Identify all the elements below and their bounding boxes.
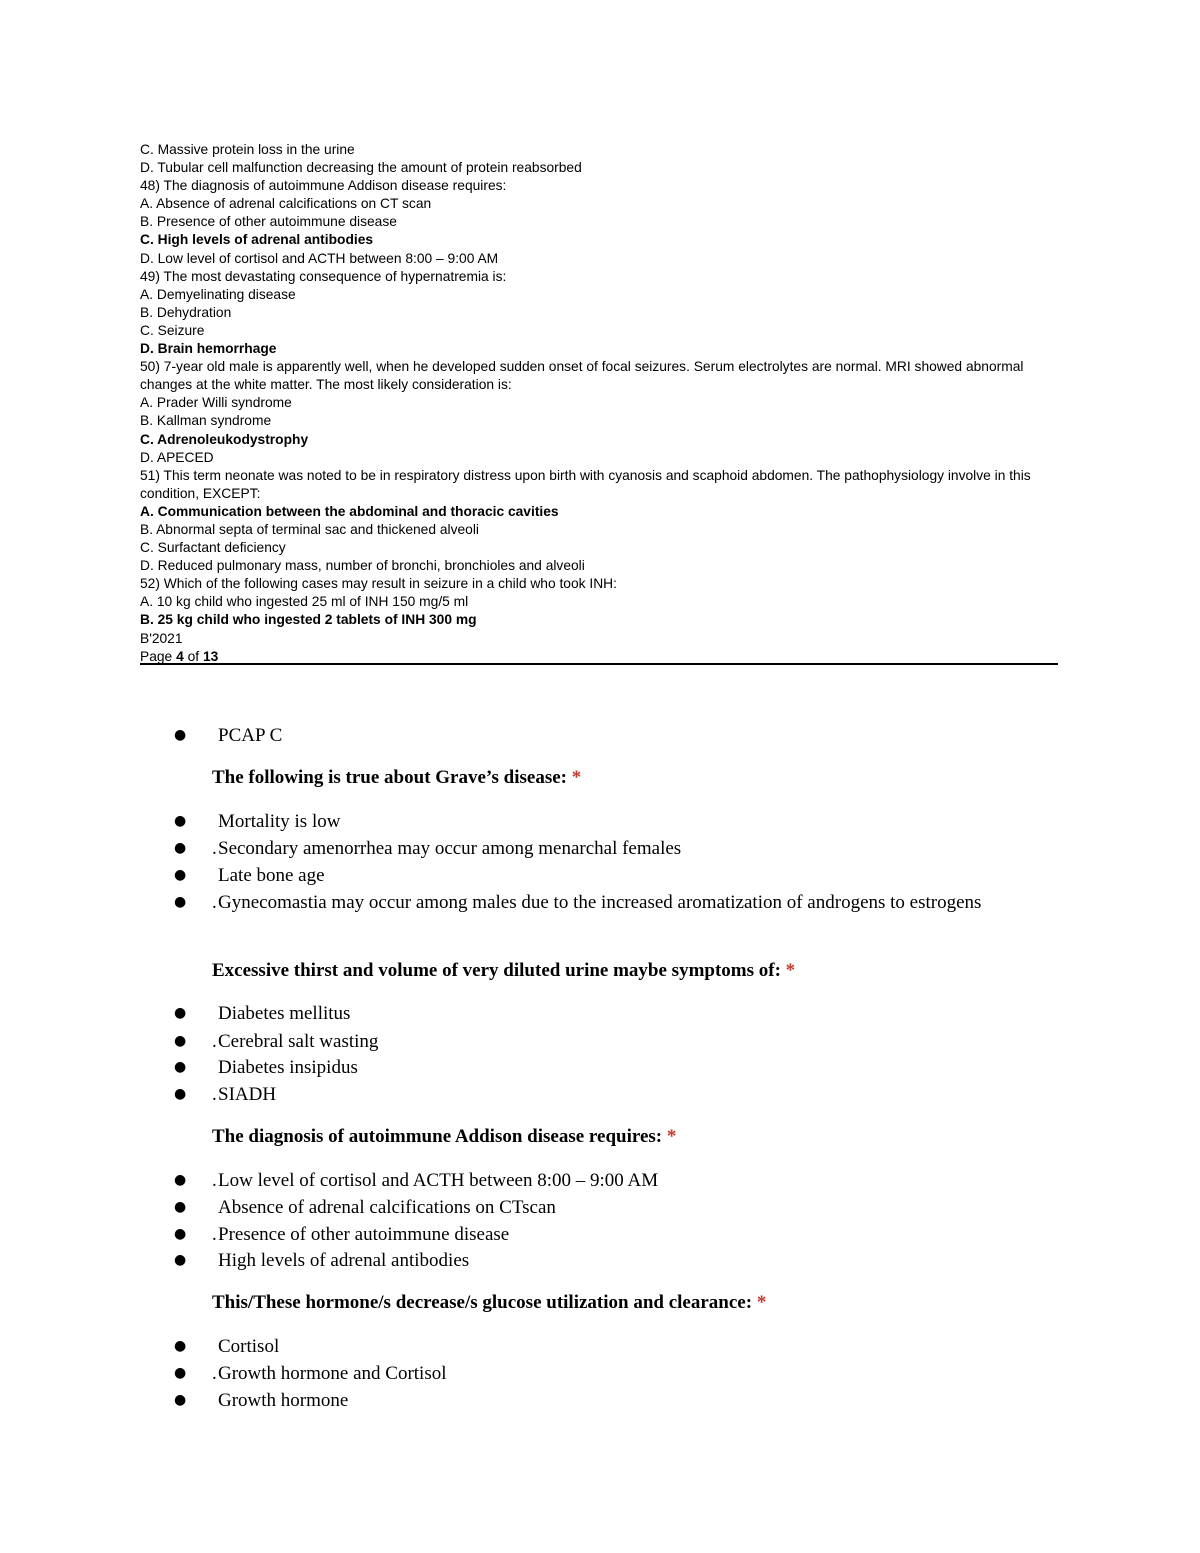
document-code: B'2021 [140, 630, 183, 646]
bullet-icon: ● [174, 813, 187, 829]
question-title: The following is true about Grave’s disease: * [212, 767, 582, 788]
bullet-icon: ● [174, 1338, 187, 1354]
text-line: A. 10 kg child who ingested 25 ml of INH 150 mg/5 ml [140, 594, 469, 610]
option-text: Growth hormone and Cortisol [218, 1363, 447, 1384]
required-mark: * [785, 960, 796, 981]
answer-line: A. Communication between the abdominal and thoracic cavities [140, 503, 559, 519]
list-item [174, 862, 1042, 889]
bullet-icon: ● [174, 894, 187, 910]
page-total: 13 [202, 648, 219, 664]
bullet-icon: ● [174, 1226, 187, 1242]
list-item: ● .Secondary amenorrhea may occur among menarchal females [212, 835, 1042, 862]
text-line: C. Seizure [140, 322, 205, 338]
page-of-label: of [183, 648, 203, 664]
list-item-text: PCAP C [218, 725, 283, 746]
list-item [174, 722, 1042, 749]
required-mark: * [666, 1126, 677, 1147]
text-line: A. Demyelinating disease [140, 286, 296, 302]
list-item: ● .SIADH [212, 1081, 1042, 1108]
text-line: B. Abnormal septa of terminal sac and thickened alveoli [140, 521, 479, 537]
list-item [174, 808, 1042, 835]
bullet-icon: ● [174, 1252, 187, 1268]
option-text: Diabetes insipidus [218, 1057, 358, 1078]
bullet-icon: ● [174, 1392, 187, 1408]
text-line: B. Dehydration [140, 304, 232, 320]
question-51: 51) This term neonate was noted to be in respiratory distress upon birth with cyanosis and scaphoid abdomen. The pathophysiology involve in this condition, EXCEPT: [140, 467, 1031, 501]
list-item: ● .Cerebral salt wasting [212, 1028, 1042, 1055]
question-52: 52) Which of the following cases may result in seizure in a child who took INH: [140, 576, 617, 592]
list-item [174, 1000, 1042, 1027]
option-text: Cerebral salt wasting [218, 1031, 379, 1052]
option-text: Presence of other autoimmune disease [218, 1224, 510, 1245]
text-line: A. Prader Willi syndrome [140, 395, 292, 411]
option-text: SIADH [218, 1084, 277, 1105]
question-title: This/These hormone/s decrease/s glucose utilization and clearance: * [212, 1292, 767, 1313]
footer-rule [140, 663, 1058, 665]
question-49: 49) The most devastating consequence of hypernatremia is: [140, 268, 507, 284]
text-line: A. Absence of adrenal calcifications on CT scan [140, 196, 432, 212]
option-text: Late bone age [218, 865, 325, 886]
list-item [174, 1387, 1042, 1414]
option-text: Diabetes mellitus [218, 1003, 351, 1024]
text-line: C. Surfactant deficiency [140, 540, 286, 556]
list-item [174, 1054, 1042, 1081]
text-line: B. Presence of other autoimmune disease [140, 214, 397, 230]
option-text: Secondary amenorrhea may occur among menarchal females [218, 838, 682, 859]
option-text: High levels of adrenal antibodies [218, 1250, 470, 1271]
option-text: Cortisol [218, 1336, 280, 1357]
list-item: ● .Gynecomastia may occur among males due to the increased aromatization of androgens to estrogens [212, 889, 1042, 916]
list-item: ● .Growth hormone and Cortisol [212, 1360, 1042, 1387]
page-label: Page [140, 648, 177, 664]
question-48: 48) The diagnosis of autoimmune Addison disease requires: [140, 178, 507, 194]
option-text: Growth hormone [218, 1390, 349, 1411]
answer-line: B. 25 kg child who ingested 2 tablets of INH 300 mg [140, 612, 477, 628]
answer-line: C. Adrenoleukodystrophy [140, 431, 309, 447]
bullet-icon: ● [174, 1365, 187, 1381]
required-mark: * [571, 767, 582, 788]
bullet-icon: ● [174, 1005, 187, 1021]
required-mark: * [756, 1292, 767, 1313]
option-text: Low level of cortisol and ACTH between 8:00 – 9:00 AM [218, 1170, 659, 1191]
option-text: Mortality is low [218, 811, 341, 832]
option-text: Absence of adrenal calcifications on CTscan [218, 1197, 556, 1218]
text-line: B. Kallman syndrome [140, 413, 272, 429]
document-page-excerpt [140, 141, 1060, 666]
list-item [174, 1247, 1042, 1274]
question-title: The diagnosis of autoimmune Addison disease requires: * [212, 1126, 677, 1147]
option-text: Gynecomastia may occur among males due to the increased aromatization of androgens to estrogens [218, 892, 982, 913]
text-line: D. Reduced pulmonary mass, number of bronchi, bronchioles and alveoli [140, 558, 585, 574]
list-item [174, 1194, 1042, 1221]
bullet-icon: ● [174, 840, 187, 856]
text-line: D. APECED [140, 449, 214, 465]
bullet-icon: ● [174, 1086, 187, 1102]
text-line: C. Massive protein loss in the urine [140, 142, 355, 157]
bullet-icon: ● [174, 1033, 187, 1049]
bullet-icon: ● [174, 1059, 187, 1075]
question-50: 50) 7-year old male is apparently well, when he developed sudden onset of focal seizures. Serum electrolytes are normal. MRI showed abnormal changes at the white matter. The most likely consideration is: [140, 359, 1024, 393]
text-line: D. Tubular cell malfunction decreasing the amount of protein reabsorbed [140, 160, 582, 176]
bullet-icon: ● [174, 867, 187, 883]
list-item [174, 1333, 1042, 1360]
bullet-icon: ● [174, 1199, 187, 1215]
text-line: D. Low level of cortisol and ACTH between 8:00 – 9:00 AM [140, 250, 499, 266]
page-number: 4 [176, 648, 184, 664]
bullet-icon: ● [174, 1172, 187, 1188]
bullet-icon: ● [174, 727, 187, 743]
answer-line: D. Brain hemorrhage [140, 341, 277, 357]
question-title: Excessive thirst and volume of very diluted urine maybe symptoms of: * [212, 960, 796, 981]
list-item: ● .Low level of cortisol and ACTH between 8:00 – 9:00 AM [212, 1167, 1042, 1194]
list-item: ● .Presence of other autoimmune disease [212, 1221, 1042, 1248]
answer-line: C. High levels of adrenal antibodies [140, 232, 374, 248]
